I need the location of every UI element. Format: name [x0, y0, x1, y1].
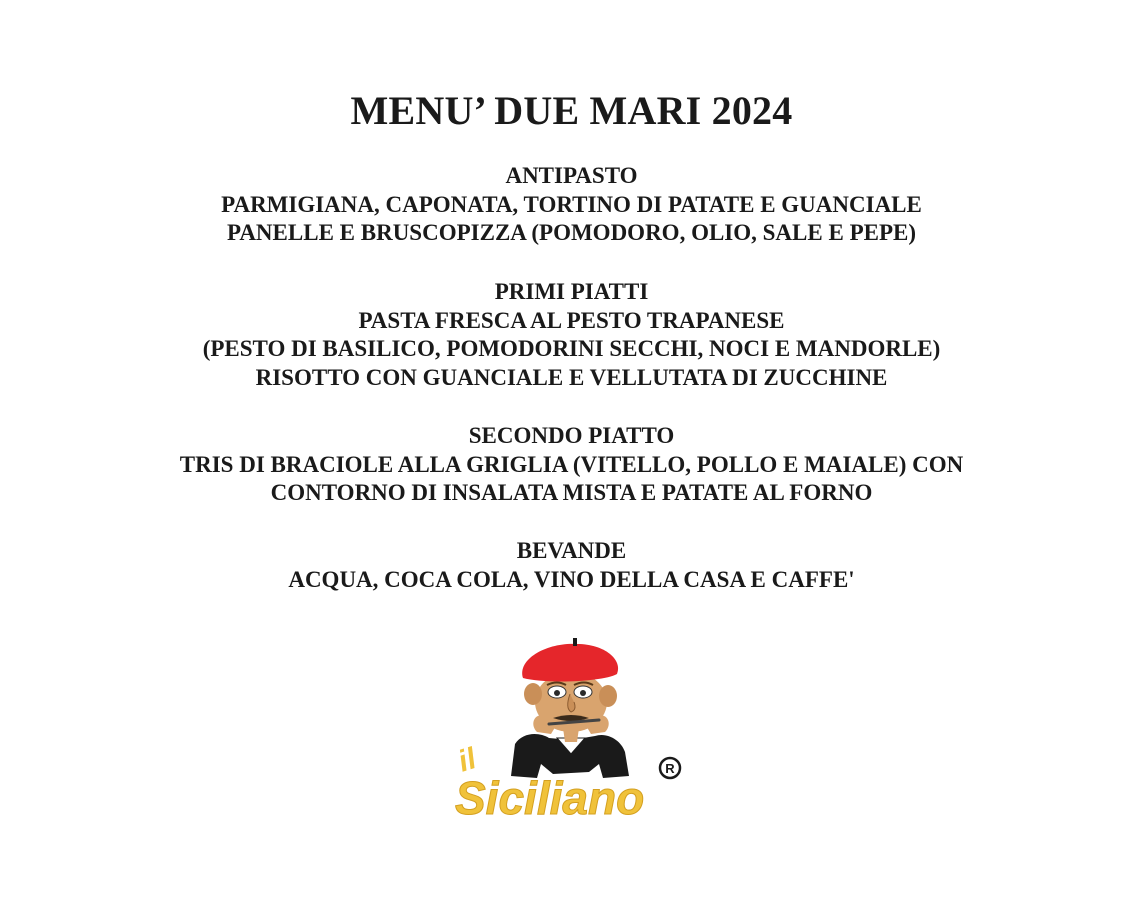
section-heading: ANTIPASTO [505, 163, 638, 188]
menu-title: MENU’ DUE MARI 2024 [350, 88, 793, 133]
menu-item-line: PASTA FRESCA AL PESTO TRAPANESE [358, 307, 785, 333]
section-bevande [0, 537, 1143, 594]
section-secondo-piatto [0, 422, 1143, 508]
section-primi-piatti [0, 278, 1143, 393]
section-heading: BEVANDE [516, 538, 627, 563]
menu-item-line: (PESTO DI BASILICO, POMODORINI SECCHI, NOCI E MANDORLE) [202, 336, 941, 362]
menu-item-line: CONTORNO DI INSALATA MISTA E PATATE AL FORNO [270, 480, 873, 506]
logo-text-brand: Siciliano [455, 772, 645, 824]
section-heading: SECONDO PIATTO [468, 423, 675, 448]
il-siciliano-logo [453, 636, 689, 826]
menu-item-line: PANELLE E BRUSCOPIZZA (POMODORO, OLIO, SALE E PEPE) [226, 220, 917, 246]
menu-item-line: TRIS DI BRACIOLE ALLA GRIGLIA (VITELLO, POLLO E MAIALE) CON [179, 451, 964, 477]
svg-text:R: R [665, 761, 675, 776]
mascot-ear-right [599, 685, 617, 707]
logo-text-il: il [454, 742, 481, 779]
section-heading: PRIMI PIATTI [494, 279, 649, 304]
section-antipasto [0, 162, 1143, 248]
mascot-ear-left [524, 683, 542, 705]
menu-item-line: ACQUA, COCA COLA, VINO DELLA CASA E CAFFE' [288, 566, 855, 592]
mascot-beret [522, 644, 618, 682]
menu-item-line: PARMIGIANA, CAPONATA, TORTINO DI PATATE E GUANCIALE [221, 191, 922, 217]
menu-item-line: RISOTTO CON GUANCIALE E VELLUTATA DI ZUCCHINE [255, 365, 888, 391]
